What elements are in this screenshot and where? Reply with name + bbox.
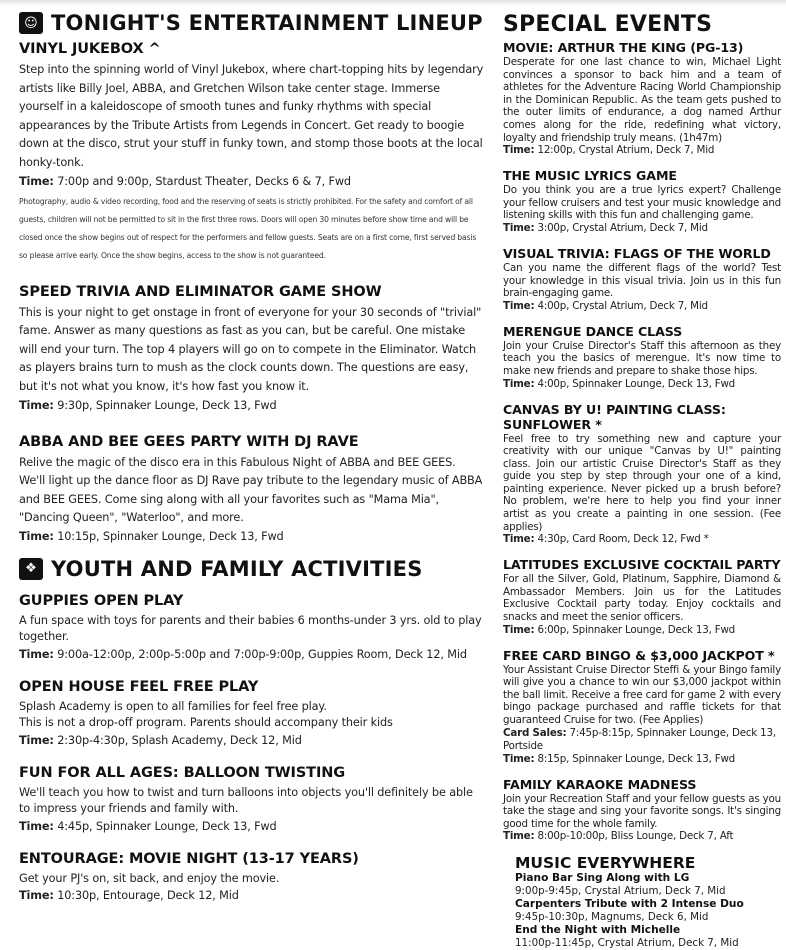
card-sales-value: 7:45p-8:15p, Spinnaker Lounge, Deck 13, Portside [503, 726, 776, 752]
event-title: OPEN HOUSE FEEL FREE PLAY [19, 678, 259, 695]
event-title: CANVAS BY U! PAINTING CLASS: SUNFLOWER * [503, 401, 726, 432]
entertainment-title-text: TONIGHT'S ENTERTAINMENT LINEUP [51, 11, 483, 35]
music-everywhere-title: MUSIC EVERYWHERE [515, 854, 696, 873]
event-description: Your Assistant Cruise Director Steffi & your Bingo family will give you a chance to win our $3,000 jackpot within the ball limit. Receive a free card for game 2 with every bingo package purchased and raffle tickets for that guaranteed Cruise for two. (Fee Applies) [503, 663, 781, 726]
event-title: FUN FOR ALL AGES: BALLOON TWISTING [19, 764, 346, 781]
event-time [19, 173, 484, 191]
event-time [19, 887, 484, 905]
time-value: 4:00p, Spinnaker Lounge, Deck 13, Fwd [534, 377, 736, 390]
event-speed-trivia [19, 283, 484, 415]
event-description: Splash Academy is open to all families for feel free play. [19, 699, 327, 713]
time-value: 7:00p and 9:00p, Stardust Theater, Decks 6 & 7, Fwd [53, 174, 351, 188]
event-notice: Photography, audio & video recording, food and the reserving of seats is strictly prohibited. For the safety and comfort of all guests, children will not be permitted to sit in the first three rows. Doors will open 30 minutes before show time and will be closed once the show begins out of respect for the performers and fellow guests. Seats are on a first come, first served basis so please arrive early. Once the show begins, access to the show is not guaranteed. [19, 196, 477, 260]
event-guppies [19, 592, 484, 664]
time-label: Time: [19, 529, 54, 543]
event-description: A fun space with toys for parents and their babies 6 months-under 3 yrs. old to play together. [19, 613, 482, 644]
event-time [503, 300, 781, 313]
event-title: THE MUSIC LYRICS GAME [503, 168, 677, 184]
event-card-sales [503, 727, 781, 753]
music-item-time: 9:00p-9:45p, Crystal Atrium, Deck 7, Mid [515, 885, 726, 898]
time-label: Time: [503, 830, 535, 843]
theater-masks-icon: ☺ [19, 12, 43, 34]
event-description: Can you name the different flags of the world? Test your knowledge in this visual trivia. Join us in this fun brain-engaging game. [503, 261, 781, 300]
event-title: VINYL JUKEBOX ^ [19, 41, 161, 57]
time-label: Time: [19, 647, 54, 661]
music-item-time: 11:00p-11:45p, Crystal Atrium, Deck 7, Mid [515, 937, 739, 950]
event-description: Relive the magic of the disco era in this Fabulous Night of ABBA and BEE GEES. We'll light up the dance floor as DJ Rave pay tribute to the legendary music of ABBA and BEE GEES. Come sing along with all your favorites such as "Mama Mia", "Dancing Queen", "Waterloo", and more. [19, 455, 483, 525]
time-value: 12:00p, Crystal Atrium, Deck 7, Mid [534, 144, 715, 157]
event-title: FREE CARD BINGO & $3,000 JACKPOT * [503, 647, 775, 663]
event-music-lyrics-game [503, 168, 781, 235]
youth-section-title [19, 556, 484, 582]
event-time [503, 533, 781, 546]
family-icon: ❖ [19, 558, 43, 580]
time-value: 6:00p, Spinnaker Lounge, Deck 13, Fwd [534, 623, 736, 636]
event-description: This is your night to get onstage in front of everyone for your 30 seconds of "trivial" fame. Answer as many questions as fast as you can, but be careful. One mistake will end your turn. The top 4 players will go on to compete in the Eliminator. Watch as players brains turn to mush as the clock counts down. The questions are easy, but it's not what you know, it's how fast you know it. [19, 305, 482, 393]
event-description: Desperate for one last chance to win, Michael Light convinces a sponsor to back him and a team of athletes for the Adventure Racing World Championship in the Dominican Republic. As the team gets pushed to the outer limits of endurance, a dog named Arthur comes along for the ride, redefining what victory, loyalty and friendship truly means. (1h47m) [503, 56, 781, 144]
time-value: 8:00p-10:00p, Bliss Lounge, Deck 7, Aft [534, 830, 734, 843]
event-title: LATITUDES EXCLUSIVE COCKTAIL PARTY [503, 557, 781, 573]
event-family-karaoke [503, 777, 781, 844]
time-label: Time: [503, 299, 535, 312]
event-description: Join your Recreation Staff and your fellow guests as you take the stage and sing your favorite songs. It's singing good time for the whole family. [503, 792, 781, 830]
event-time [19, 528, 484, 546]
time-value: 3:00p, Crystal Atrium, Deck 7, Mid [534, 221, 708, 234]
time-label: Time: [19, 733, 54, 747]
event-description: For all the Silver, Gold, Platinum, Sapphire, Diamond & Ambassador Members. Join us for the Latitudes Exclusive Cocktail party today. Enjoy cocktails and snacks and meet the senior officers. [503, 573, 781, 624]
event-time [503, 378, 781, 391]
event-description: Step into the spinning world of Vinyl Jukebox, where chart-topping hits by legendary artists like Billy Joel, ABBA, and Gretchen Wilson take center stage. Immerse yourself in a kaleidoscope of smooth tunes and funky rhythms with special appearances by the Tribute Artists from Legends in Concert. Get ready to boogie down at the disco, strut your stuff in funky town, and stomp those boots at the local honky-tonk. [19, 63, 484, 169]
event-title: MERENGUE DANCE CLASS [503, 323, 683, 339]
special-events-title: SPECIAL EVENTS [503, 12, 713, 37]
event-time [19, 732, 484, 750]
time-value: 4:00p, Crystal Atrium, Deck 7, Mid [534, 299, 708, 312]
event-title: VISUAL TRIVIA: FLAGS OF THE WORLD [503, 245, 771, 261]
time-label: Time: [19, 398, 54, 412]
time-value: 4:30p, Card Room, Deck 12, Fwd * [534, 533, 709, 546]
event-entourage-movie [19, 850, 484, 906]
time-value: 10:30p, Entourage, Deck 12, Mid [53, 889, 239, 903]
event-time [19, 397, 484, 415]
event-open-house [19, 678, 484, 750]
time-label: Time: [503, 144, 535, 157]
left-column [19, 10, 484, 919]
event-description-2: This is not a drop-off program. Parents should accompany their kids [19, 716, 393, 730]
time-label: Time: [19, 889, 54, 903]
event-title: ABBA AND BEE GEES PARTY WITH DJ RAVE [19, 433, 359, 450]
event-time [503, 624, 781, 637]
time-label: Time: [19, 819, 54, 833]
event-title: ENTOURAGE: MOVIE NIGHT (13-17 YEARS) [19, 850, 359, 867]
event-balloon-twisting [19, 764, 484, 836]
time-value: 9:30p, Spinnaker Lounge, Deck 13, Fwd [53, 398, 277, 412]
event-time [19, 818, 484, 836]
event-time [19, 646, 484, 664]
event-time [503, 753, 781, 766]
event-arthur-the-king [503, 40, 781, 157]
music-item-title: End the Night with Michelle [515, 924, 681, 937]
time-value: 4:45p, Spinnaker Lounge, Deck 13, Fwd [53, 819, 277, 833]
event-merengue [503, 324, 781, 391]
time-label: Time: [19, 174, 54, 188]
time-label: Time: [503, 752, 535, 765]
event-time [503, 222, 781, 235]
event-title: MOVIE: ARTHUR THE KING (PG-13) [503, 40, 744, 55]
time-label: Time: [503, 221, 535, 234]
page-top-shade [0, 0, 786, 6]
music-item-time: 9:45p-10:30p, Magnums, Deck 6, Mid [515, 911, 709, 924]
event-latitudes-cocktail [503, 557, 781, 636]
event-time [503, 144, 781, 157]
time-value: 10:15p, Spinnaker Lounge, Deck 13, Fwd [53, 529, 284, 543]
event-description: Join your Cruise Director's Staff this afternoon as they teach you the basics of merengue. It's now time to make new friends and prepare to shake those hips. [503, 339, 781, 377]
event-vinyl-jukebox [19, 40, 484, 265]
event-description: Do you think you are a true lyrics expert? Challenge your fellow cruisers and test your music knowledge and listening skills with this fun and challenging game. [503, 184, 781, 222]
event-description: Get your PJ's on, sit back, and enjoy the movie. [19, 871, 280, 885]
entertainment-section-title [19, 10, 484, 36]
time-value: 8:15p, Spinnaker Lounge, Deck 13, Fwd [534, 752, 736, 765]
event-title: FAMILY KARAOKE MADNESS [503, 776, 697, 792]
music-item-title: Carpenters Tribute with 2 Intense Duo [515, 898, 744, 911]
music-item-title: Piano Bar Sing Along with LG [515, 872, 690, 885]
event-title: GUPPIES OPEN PLAY [19, 592, 184, 609]
event-time [503, 830, 781, 843]
time-value: 2:30p-4:30p, Splash Academy, Deck 12, Mid [53, 733, 302, 747]
music-everywhere-section [515, 854, 781, 950]
card-sales-label: Card Sales: [503, 726, 567, 739]
event-description: Feel free to try something new and capture your creativity with our unique "Canvas by U!" painting class. Join our artistic Cruise Director's Staff as they guide you step by step through your one of a kind, painting experience. Never picked up a brush before? No problem, we're here to help you find your inner artist as you create a painting in one session. (Fee applies) [503, 432, 781, 533]
time-label: Time: [503, 533, 535, 546]
event-title: SPEED TRIVIA AND ELIMINATOR GAME SHOW [19, 283, 382, 300]
event-description: We'll teach you how to twist and turn balloons into objects you'll definitely be able to impress your friends and family with. [19, 785, 473, 816]
event-visual-trivia [503, 246, 781, 313]
right-column [503, 12, 781, 950]
time-label: Time: [503, 623, 535, 636]
time-label: Time: [503, 377, 535, 390]
time-value: 9:00a-12:00p, 2:00p-5:00p and 7:00p-9:00p, Guppies Room, Deck 12, Mid [53, 647, 467, 661]
event-canvas-by-u [503, 402, 781, 547]
event-free-card-bingo [503, 648, 781, 766]
youth-title-text: YOUTH AND FAMILY ACTIVITIES [51, 556, 423, 581]
event-abba-bee-gees [19, 433, 484, 546]
